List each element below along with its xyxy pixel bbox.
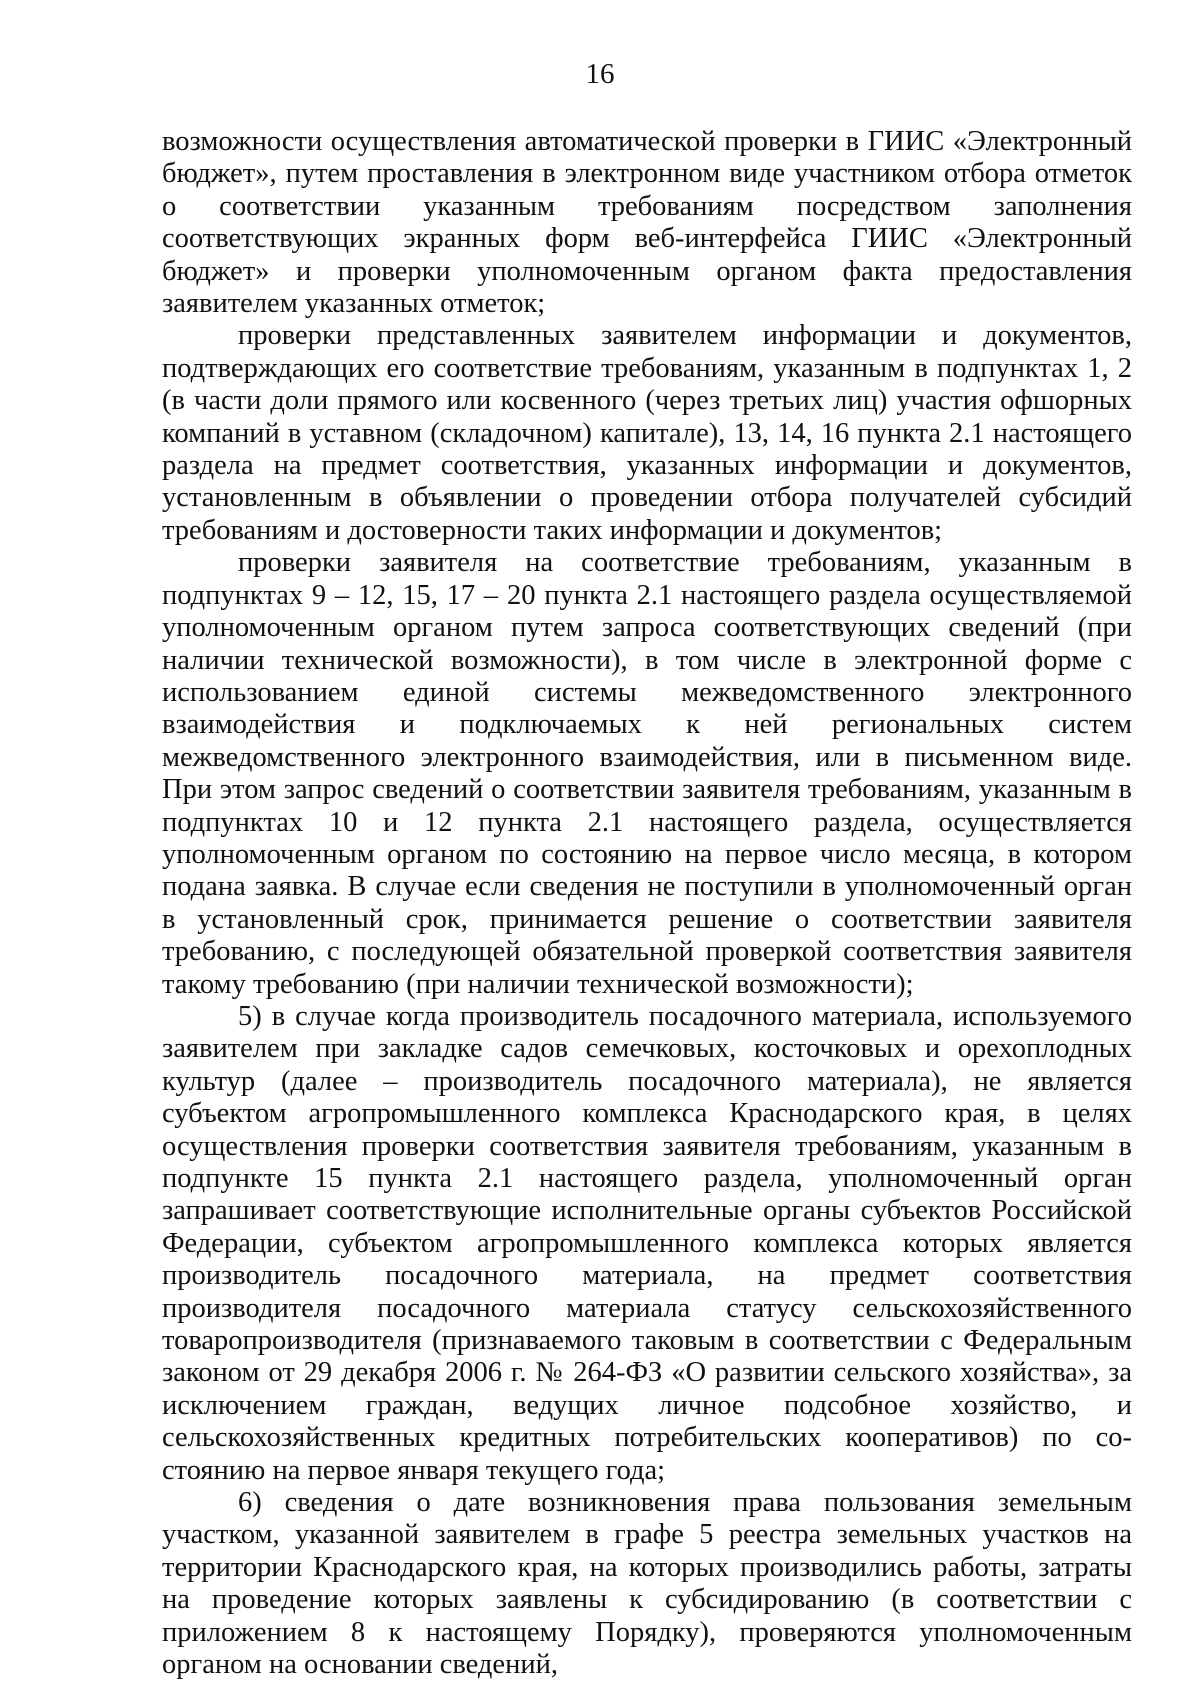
paragraph-item-6: 6) сведения о дате возникновения права пользования земельным участком, указанной заявителем в графе 5 реестра земельных участков на территории Краснодарского края, на которых производились работы, затраты на проведение которых заявлены к субсидированию (в соответствии с приложением 8 к настоящему Порядку), проверяются уполномоченным органом на основании сведений, bbox=[162, 1487, 1132, 1681]
paragraph-verification-documents: проверки представленных заявителем информации и документов, подтверждающих его соответствие требованиям, указанным в подпунктах 1, 2 (в части доли прямого или косвенного (через третьих лиц) участия офшорных компаний в уставном (складочном) капитале), 13, 14, 16 пункта 2.1 настоящего раздела на предмет соответствия, указанных информации и документов, установленным в объявлении о проведении отбора получателей субсидий требованиям и достоверности таких информации и документов; bbox=[162, 320, 1132, 546]
paragraph-verification-requirements: проверки заявителя на соответствие требованиям, указанным в подпунктах 9 – 12, 15, 17 – 20 пункта 2.1 настоящего раздела осуществляемой уполномоченным органом путем запроса соответствующих сведений (при наличии технической возможности), в том числе в электронной форме с использованием единой системы межведомственного электронного взаимодействия и подключаемых к ней региональных систем межведомственного электронного взаимодействия, или в письменном виде. При этом запрос сведений о соответствии заявителя требованиям, указанным в подпунктах 10 и 12 пункта 2.1 настоящего раздела, осуществляется уполномоченным органом по состоянию на первое число месяца, в котором подана заявка. В случае если сведения не поступили в уполномоченный орган в установленный срок, принимается решение о соответствии заявителя требованию, с последующей обязательной проверкой соответствия заявителя такому требованию (при наличии технической возможности); bbox=[162, 547, 1132, 1000]
paragraph-continuation: возможности осуществления автоматической проверки в ГИИС «Электронный бюджет», путем проставления в электронном виде участником отбора отметок о соответствии указанным требованиям посредством заполнения соответствующих экранных форм веб-интерфейса ГИИС «Электронный бюджет» и проверки уполномоченным органом факта предоставления заявителем указанных отметок; bbox=[162, 126, 1132, 320]
paragraph-item-5: 5) в случае когда производитель посадочного материала, используемого заявителем при закладке садов семечковых, косточковых и орехоплодных культур (далее – производитель посадочного материала), не является субъектом агропромышленного комплекса Краснодарского края, в целях осуществления проверки соответствия заявителя требованиям, указанным в подпункте 15 пункта 2.1 настоящего раздела, уполномоченный орган запрашивает соответствующие исполнительные органы субъектов Российской Федерации, субъектом агропромышленного комплекса которых является производитель посадочного материала, на предмет соответствия производителя посадочного материала статусу сельскохозяйственного товаропроизводителя (признаваемого таковым в соответствии с Федеральным законом от 29 декабря 2006 г. № 264-ФЗ «О развитии сельского хозяйства», за исключением граждан, ведущих личное подсобное хозяйство, и сельскохозяйственных кредитных потребительских кооперативов) по состоянию на первое января текущего года; bbox=[162, 1000, 1132, 1486]
page-number: 16 bbox=[585, 58, 615, 90]
document-body bbox=[162, 126, 1132, 1682]
